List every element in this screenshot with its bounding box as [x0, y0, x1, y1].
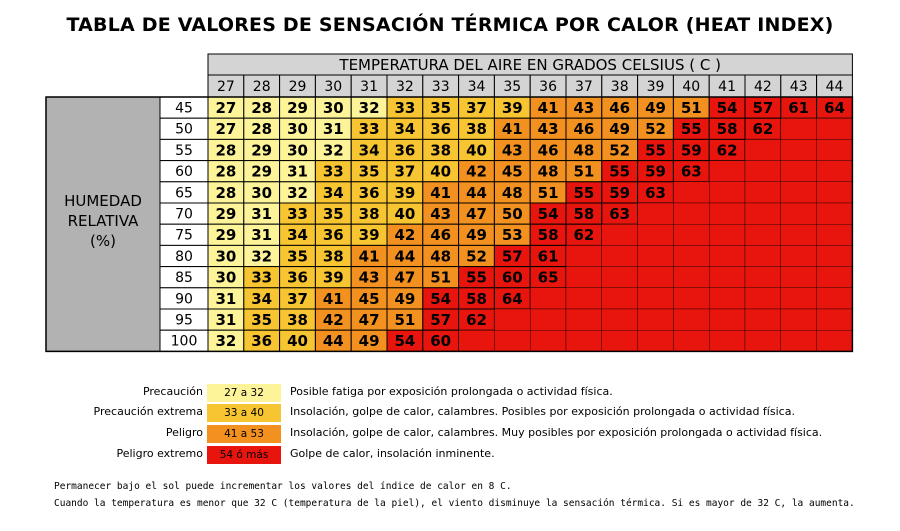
- heat-value-label: 53: [501, 226, 523, 245]
- heat-value-label: 43: [430, 205, 452, 223]
- heat-value-label: 47: [466, 205, 487, 223]
- heat-cell: [745, 245, 781, 266]
- heat-value-label: 58: [716, 120, 738, 139]
- heat-value-label: 36: [322, 226, 344, 245]
- humidity-tick-label: 60: [175, 164, 193, 181]
- humidity-tick-label: 85: [175, 270, 193, 287]
- heat-value-label: 37: [394, 162, 416, 181]
- heat-value-label: 62: [716, 141, 738, 160]
- humidity-tick-label: 70: [175, 206, 193, 223]
- heat-value-label: 42: [466, 162, 487, 181]
- legend-description: Insolación, golpe de calor, calambres. Posibles por exposición prolongada o actividad física.: [290, 405, 795, 418]
- heat-value-label: 46: [573, 120, 595, 139]
- heat-value-label: 42: [322, 311, 344, 329]
- heat-value-label: 41: [430, 183, 452, 202]
- humidity-tick-label: 50: [175, 121, 193, 138]
- row-header-label: (%): [90, 232, 116, 251]
- heat-cell: [602, 330, 638, 351]
- temperature-tick-label: 27: [216, 79, 235, 95]
- heat-cell: [638, 288, 674, 309]
- heat-value-label: 59: [680, 141, 702, 160]
- heat-value-label: 46: [609, 99, 631, 117]
- heat-value-label: 55: [609, 162, 631, 181]
- heat-value-label: 33: [287, 205, 308, 223]
- heat-value-label: 41: [358, 247, 380, 266]
- heat-value-label: 54: [394, 332, 416, 351]
- heat-value-label: 51: [430, 268, 452, 287]
- heat-value-label: 28: [215, 162, 237, 181]
- heat-value-label: 64: [501, 289, 523, 308]
- temperature-tick-label: 32: [395, 79, 414, 95]
- heat-value-label: 30: [287, 120, 308, 139]
- heat-value-label: 49: [466, 226, 487, 245]
- heat-cell: [709, 182, 745, 203]
- heat-value-label: 42: [394, 226, 416, 245]
- temperature-tick-label: 44: [825, 79, 844, 95]
- temperature-tick-label: 41: [718, 79, 737, 95]
- heat-value-label: 33: [322, 162, 344, 181]
- temperature-tick-label: 40: [682, 79, 701, 95]
- heat-value-label: 49: [609, 120, 631, 139]
- heat-cell: [602, 245, 638, 266]
- heat-value-label: 32: [251, 247, 273, 266]
- heat-value-label: 39: [358, 226, 380, 245]
- heat-value-label: 31: [322, 120, 344, 139]
- legend-row-peligro-extremo: [0, 446, 900, 464]
- heat-value-label: 29: [215, 205, 237, 223]
- legend-swatch: 27 a 32: [207, 384, 281, 402]
- humidity-tick-label: 80: [175, 248, 193, 265]
- heat-value-label: 30: [215, 247, 237, 266]
- heat-value-label: 31: [251, 226, 273, 245]
- heat-value-label: 30: [322, 99, 344, 117]
- temperature-tick-label: 30: [324, 79, 343, 95]
- heat-value-label: 38: [466, 120, 487, 139]
- heat-value-label: 62: [466, 311, 487, 329]
- heat-cell: [602, 309, 638, 330]
- column-header-label: TEMPERATURA DEL AIRE EN GRADOS CELSIUS ( C ): [339, 56, 721, 74]
- heat-value-label: 37: [466, 99, 487, 117]
- heat-value-label: 33: [394, 99, 416, 117]
- heat-value-label: 58: [466, 289, 487, 308]
- heat-value-label: 46: [430, 226, 452, 245]
- heat-value-label: 49: [358, 332, 380, 351]
- heat-cell: [673, 203, 709, 224]
- page-title: TABLA DE VALORES DE SENSACIÓN TÉRMICA POR CALOR (HEAT INDEX): [66, 14, 834, 36]
- row-header-label: RELATIVA: [67, 212, 139, 231]
- heat-value-label: 38: [287, 311, 308, 329]
- heat-value-label: 28: [215, 183, 237, 202]
- legend-label: Peligro: [165, 426, 203, 439]
- heat-cell: [673, 182, 709, 203]
- heat-cell: [745, 288, 781, 309]
- heat-value-label: 35: [322, 205, 344, 223]
- heat-value-label: 41: [537, 99, 559, 117]
- heat-value-label: 44: [322, 332, 344, 351]
- heat-value-label: 61: [788, 99, 810, 117]
- heat-value-label: 47: [394, 268, 416, 287]
- temperature-tick-label: 38: [610, 79, 629, 95]
- heat-cell: [673, 245, 709, 266]
- heat-value-label: 31: [215, 289, 237, 308]
- heat-cell: [709, 309, 745, 330]
- heat-cell: [817, 203, 853, 224]
- heat-value-label: 34: [394, 120, 416, 139]
- temperature-tick-label: 43: [789, 79, 808, 95]
- heat-value-label: 41: [322, 289, 344, 308]
- humidity-tick-label: 55: [175, 142, 193, 159]
- heat-value-label: 39: [322, 268, 344, 287]
- humidity-tick-label: 75: [175, 227, 193, 244]
- legend-swatch: 41 a 53: [207, 425, 281, 443]
- heat-cell: [709, 330, 745, 351]
- temperature-tick-label: 37: [574, 79, 593, 95]
- heat-value-label: 49: [645, 99, 666, 117]
- heat-cell: [566, 288, 602, 309]
- heat-cell: [781, 139, 817, 160]
- heat-cell: [638, 224, 674, 245]
- heat-cell: [781, 203, 817, 224]
- heat-value-label: 35: [251, 311, 273, 329]
- heat-cell: [709, 267, 745, 288]
- heat-value-label: 35: [358, 162, 380, 181]
- heat-value-label: 33: [251, 268, 273, 287]
- heat-value-label: 40: [466, 141, 487, 160]
- legend-label: Peligro extremo: [116, 447, 203, 460]
- heat-value-label: 28: [215, 141, 237, 160]
- heat-cell: [673, 267, 709, 288]
- heat-value-label: 36: [287, 268, 308, 287]
- heat-cell: [638, 267, 674, 288]
- note-wind: Cuando la temperatura es menor que 32 C (temperatura de la piel), el viento disminuye la sensación térmica. Si es mayor de 32 C, la aumenta.: [54, 498, 855, 509]
- heat-cell: [817, 309, 853, 330]
- heat-value-label: 52: [645, 120, 666, 139]
- heat-value-label: 57: [430, 311, 452, 329]
- heat-value-label: 28: [251, 120, 273, 139]
- heat-value-label: 43: [358, 268, 380, 287]
- heat-value-label: 36: [358, 183, 380, 202]
- legend-row-peligro: [0, 425, 900, 443]
- heat-cell: [781, 267, 817, 288]
- heat-value-label: 55: [573, 183, 595, 202]
- heat-value-label: 44: [466, 183, 487, 202]
- heat-cell: [566, 309, 602, 330]
- heat-value-label: 55: [466, 268, 487, 287]
- heat-cell: [602, 267, 638, 288]
- temperature-tick-label: 36: [539, 79, 558, 95]
- heat-cell: [602, 288, 638, 309]
- temperature-tick-label: 31: [360, 79, 379, 95]
- heat-value-label: 51: [573, 162, 595, 181]
- heat-cell: [817, 139, 853, 160]
- heat-value-label: 31: [215, 311, 237, 329]
- heat-value-label: 32: [215, 332, 237, 351]
- heat-value-label: 37: [287, 289, 308, 308]
- heat-value-label: 27: [215, 99, 237, 117]
- heat-value-label: 54: [716, 99, 738, 117]
- heat-cell: [566, 267, 602, 288]
- heat-cell: [817, 330, 853, 351]
- heat-cell: [781, 161, 817, 182]
- heat-value-label: 59: [609, 183, 631, 202]
- humidity-tick-label: 90: [175, 291, 193, 308]
- heat-cell: [459, 330, 495, 351]
- temperature-tick-label: 33: [431, 79, 450, 95]
- heat-value-label: 28: [251, 99, 273, 117]
- heat-cell: [745, 330, 781, 351]
- heat-value-label: 48: [501, 183, 523, 202]
- humidity-tick-label: 65: [175, 185, 193, 202]
- heat-cell: [530, 309, 566, 330]
- heat-value-label: 60: [501, 268, 523, 287]
- heat-value-label: 54: [430, 289, 452, 308]
- heat-cell: [817, 288, 853, 309]
- heat-value-label: 46: [537, 141, 559, 160]
- heat-value-label: 32: [287, 183, 308, 202]
- heat-value-label: 48: [537, 162, 559, 181]
- heat-value-label: 35: [287, 247, 308, 266]
- heat-cell: [673, 309, 709, 330]
- heat-value-label: 61: [537, 247, 559, 266]
- temperature-tick-label: 28: [252, 79, 271, 95]
- heat-cell: [494, 330, 530, 351]
- heat-value-label: 38: [430, 141, 452, 160]
- heat-cell: [817, 245, 853, 266]
- heat-value-label: 41: [501, 120, 523, 139]
- heat-value-label: 52: [609, 141, 631, 160]
- heat-value-label: 55: [680, 120, 702, 139]
- heat-value-label: 40: [287, 332, 308, 351]
- legend-swatch: 54 ó más: [207, 446, 281, 464]
- heat-value-label: 38: [358, 205, 380, 223]
- heat-value-label: 34: [287, 226, 308, 245]
- heat-cell: [638, 309, 674, 330]
- heat-cell: [494, 309, 530, 330]
- heat-cell: [745, 161, 781, 182]
- heat-cell: [781, 224, 817, 245]
- legend-label: Precaución: [142, 385, 203, 398]
- heat-cell: [709, 161, 745, 182]
- heat-value-label: 30: [215, 268, 237, 287]
- heat-value-label: 38: [322, 247, 344, 266]
- heat-cell: [745, 309, 781, 330]
- heat-cell: [817, 267, 853, 288]
- heat-value-label: 36: [430, 120, 452, 139]
- heat-cell: [781, 288, 817, 309]
- heat-value-label: 31: [251, 205, 273, 223]
- legend-description: Golpe de calor, insolación inminente.: [290, 447, 495, 460]
- heat-value-label: 45: [501, 162, 523, 181]
- heat-value-label: 39: [501, 99, 523, 117]
- humidity-tick-label: 95: [175, 312, 193, 329]
- heat-value-label: 32: [358, 99, 380, 117]
- heat-cell: [709, 245, 745, 266]
- heat-value-label: 47: [358, 311, 380, 329]
- heat-value-label: 44: [394, 247, 416, 266]
- heat-cell: [745, 203, 781, 224]
- heat-value-label: 51: [680, 99, 702, 117]
- heat-cell: [745, 267, 781, 288]
- heat-value-label: 31: [287, 162, 308, 181]
- heat-value-label: 54: [537, 205, 559, 223]
- heat-value-label: 27: [215, 120, 237, 139]
- legend-description: Insolación, golpe de calor, calambres. Muy posibles por exposición prolongada o actividad física.: [290, 426, 823, 439]
- heat-value-label: 29: [215, 226, 237, 245]
- temperature-tick-label: 35: [503, 79, 522, 95]
- heat-value-label: 29: [251, 141, 273, 160]
- heat-value-label: 32: [322, 141, 344, 160]
- heat-value-label: 43: [573, 99, 595, 117]
- heat-cell: [781, 182, 817, 203]
- heat-cell: [530, 288, 566, 309]
- heat-cell: [745, 139, 781, 160]
- heat-cell: [566, 330, 602, 351]
- heat-value-label: 36: [251, 332, 273, 351]
- heat-value-label: 45: [358, 289, 380, 308]
- temperature-tick-label: 34: [467, 79, 486, 95]
- heat-cell: [673, 330, 709, 351]
- note-sun: Permanecer bajo el sol puede incrementar los valores del índice de calor en 8 C.: [54, 481, 512, 492]
- heat-cell: [673, 224, 709, 245]
- heat-value-label: 29: [251, 162, 273, 181]
- heat-value-label: 40: [394, 205, 416, 223]
- heat-cell: [817, 161, 853, 182]
- heat-value-label: 58: [537, 226, 559, 245]
- heat-cell: [745, 224, 781, 245]
- legend-row-precaucion-extrema: [0, 404, 900, 422]
- heat-value-label: 57: [501, 247, 523, 266]
- heat-cell: [638, 203, 674, 224]
- heat-value-label: 57: [752, 99, 774, 117]
- heat-cell: [673, 288, 709, 309]
- heat-cell: [638, 245, 674, 266]
- row-header-label: HUMEDAD: [64, 192, 142, 211]
- temperature-tick-label: 42: [753, 79, 772, 95]
- heat-value-label: 64: [824, 99, 845, 117]
- heat-value-label: 48: [430, 247, 452, 266]
- heat-value-label: 63: [609, 205, 631, 223]
- heat-cell: [566, 245, 602, 266]
- humidity-tick-label: 45: [175, 100, 193, 117]
- heat-cell: [530, 330, 566, 351]
- legend-label: Precaución extrema: [93, 405, 203, 418]
- humidity-tick-label: 100: [170, 333, 198, 350]
- heat-value-label: 55: [645, 141, 666, 160]
- heat-cell: [781, 309, 817, 330]
- heat-value-label: 33: [358, 120, 380, 139]
- heat-value-label: 36: [394, 141, 416, 160]
- heat-value-label: 49: [394, 289, 416, 308]
- heat-cell: [817, 118, 853, 139]
- temperature-tick-label: 39: [646, 79, 665, 95]
- heat-cell: [709, 203, 745, 224]
- heat-cell: [709, 288, 745, 309]
- heat-cell: [781, 330, 817, 351]
- heat-value-label: 52: [466, 247, 487, 266]
- heat-value-label: 34: [322, 183, 344, 202]
- heat-value-label: 51: [394, 311, 416, 329]
- heat-value-label: 39: [394, 183, 416, 202]
- heat-value-label: 30: [251, 183, 273, 202]
- heat-value-label: 50: [501, 205, 523, 223]
- heat-value-label: 43: [501, 141, 523, 160]
- temperature-tick-label: 29: [288, 79, 307, 95]
- heat-cell: [781, 245, 817, 266]
- heat-value-label: 62: [573, 226, 595, 245]
- heat-value-label: 35: [430, 99, 452, 117]
- heat-value-label: 48: [573, 141, 595, 160]
- heat-value-label: 34: [358, 141, 380, 160]
- heat-value-label: 63: [680, 162, 702, 181]
- heat-value-label: 58: [573, 205, 595, 223]
- heat-value-label: 60: [430, 332, 452, 351]
- heat-value-label: 40: [430, 162, 452, 181]
- heat-cell: [602, 224, 638, 245]
- legend-swatch: 33 a 40: [207, 404, 281, 422]
- heat-cell: [781, 118, 817, 139]
- heat-value-label: 63: [645, 183, 666, 202]
- heat-value-label: 59: [645, 162, 666, 181]
- heat-cell: [709, 224, 745, 245]
- legend-description: Posible fatiga por exposición prolongada o actividad física.: [290, 385, 613, 398]
- heat-value-label: 34: [251, 289, 273, 308]
- heat-cell: [638, 330, 674, 351]
- heat-cell: [817, 182, 853, 203]
- heat-value-label: 65: [537, 268, 559, 287]
- heat-value-label: 29: [287, 99, 308, 117]
- heat-value-label: 43: [537, 120, 559, 139]
- legend-row-precaucion: [0, 384, 900, 402]
- heat-cell: [745, 182, 781, 203]
- heat-value-label: 51: [537, 183, 559, 202]
- heat-cell: [817, 224, 853, 245]
- heat-value-label: 30: [287, 141, 308, 160]
- heat-value-label: 62: [752, 120, 774, 139]
